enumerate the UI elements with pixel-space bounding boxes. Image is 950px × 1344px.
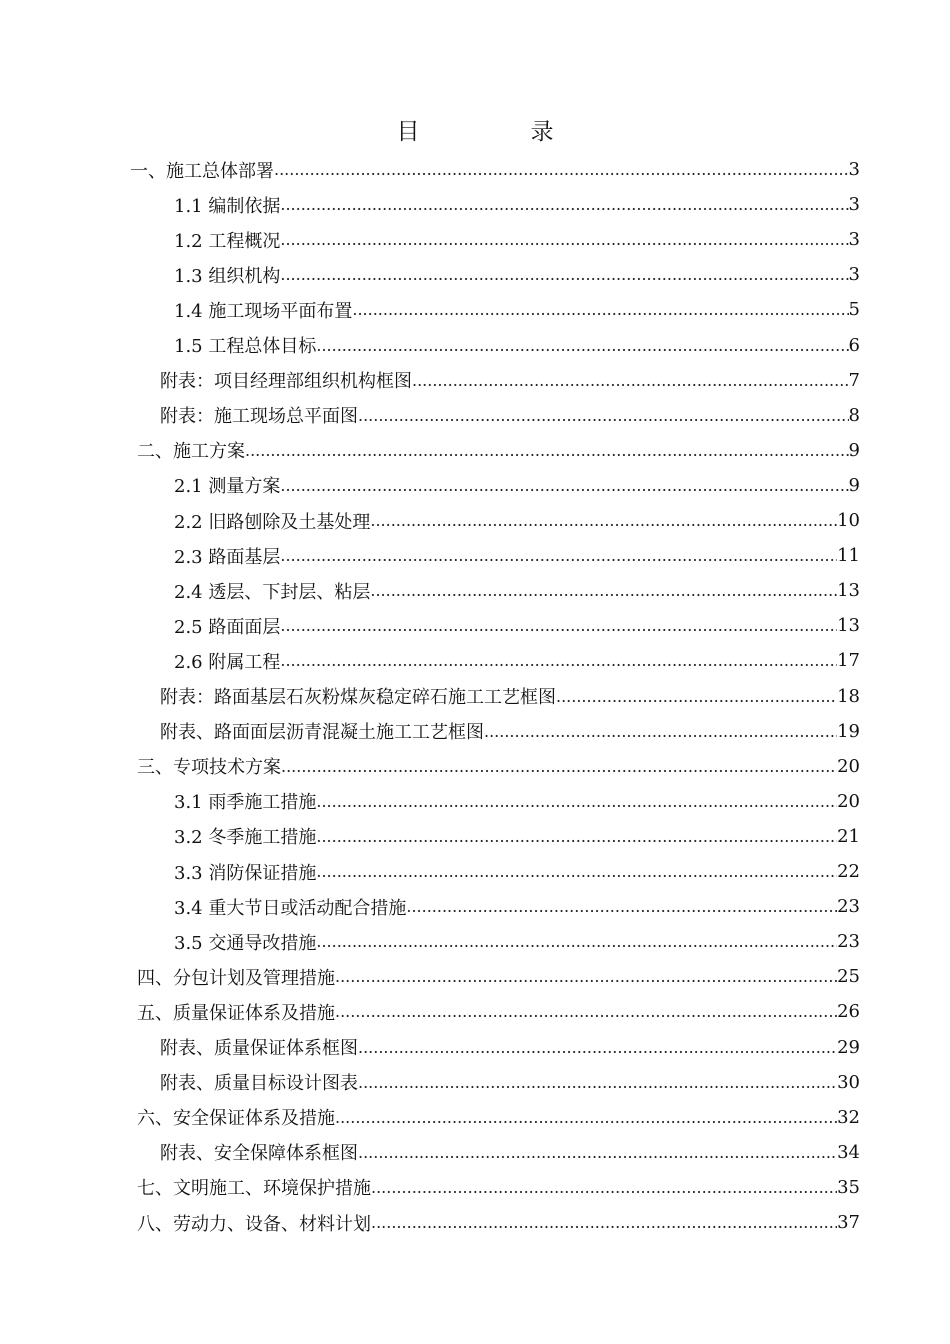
toc-entry-label: 2.2 旧路刨除及土基处理: [174, 511, 371, 533]
toc-dot-leader: [371, 1170, 837, 1205]
toc-entry-label: 2.6 附属工程: [174, 651, 281, 673]
toc-entry[interactable]: [174, 889, 860, 924]
toc-dot-leader: [280, 187, 848, 222]
toc-dot-leader: [335, 1100, 837, 1135]
toc-entry[interactable]: [174, 222, 860, 257]
toc-dot-leader: [280, 538, 837, 573]
toc-dot-leader: [280, 257, 848, 292]
toc-entry[interactable]: [160, 363, 860, 398]
toc-entry-page-number: 11: [837, 545, 860, 567]
toc-dot-leader: [358, 1065, 837, 1100]
toc-entry[interactable]: [174, 854, 860, 889]
toc-entry[interactable]: [174, 328, 860, 363]
toc-entry-label: 2.4 透层、下封层、粘层: [174, 581, 371, 603]
toc-entry-page-number: 8: [848, 404, 860, 426]
toc-entry-page-number: 22: [837, 861, 860, 882]
toc-entry-label: 1.5 工程总体目标: [174, 336, 317, 357]
toc-entry-page-number: 3: [848, 194, 860, 216]
toc-entry[interactable]: [174, 187, 860, 222]
toc-entry[interactable]: [174, 573, 860, 608]
toc-entry-label: 附表、质量目标设计图表: [160, 1073, 358, 1095]
toc-entry-label: 2.1 测量方案: [174, 476, 281, 498]
toc-dot-leader: [316, 819, 837, 854]
toc-entry-page-number: 23: [837, 931, 860, 953]
toc-entry-page-number: 13: [837, 615, 860, 637]
toc-entry[interactable]: [160, 398, 860, 433]
toc-entry[interactable]: [174, 924, 860, 959]
toc-entry-page-number: 26: [837, 1001, 860, 1023]
toc-entry-label: 附表、质量保证体系框图: [160, 1038, 358, 1059]
toc-entry[interactable]: [137, 1100, 860, 1135]
toc-dot-leader: [274, 152, 849, 187]
toc-dot-leader: [281, 749, 837, 784]
toc-entry-page-number: 5: [848, 299, 860, 321]
toc-entry-page-number: 29: [837, 1036, 860, 1058]
toc-dot-leader: [280, 222, 848, 257]
toc-dot-leader: [245, 433, 849, 468]
toc-entry-page-number: 35: [837, 1176, 860, 1198]
toc-dot-leader: [358, 1030, 837, 1065]
toc-entry-label: 附表、路面面层沥青混凝土施工工艺框图: [160, 722, 484, 744]
toc-entry[interactable]: [137, 1170, 860, 1205]
toc-entry-page-number: 17: [837, 650, 860, 672]
toc-entry-page-number: 3: [848, 264, 860, 286]
toc-entry-label: 四、分包计划及管理措施: [137, 967, 335, 989]
toc-entry[interactable]: [174, 257, 860, 292]
toc-dot-leader: [316, 328, 848, 363]
toc-entry[interactable]: [174, 538, 860, 573]
toc-dot-leader: [352, 292, 848, 327]
toc-entry-page-number: 7: [848, 369, 860, 391]
toc-dot-leader: [370, 573, 837, 608]
toc-entry[interactable]: [137, 1205, 860, 1240]
toc-entry[interactable]: [174, 503, 860, 538]
toc-entry-page-number: 18: [837, 685, 860, 707]
toc-dot-leader: [280, 643, 837, 678]
toc-entry-label: 八、劳动力、设备、材料计划: [137, 1213, 371, 1235]
toc-entry-label: 二、施工方案: [137, 441, 245, 463]
toc-entry[interactable]: [174, 292, 860, 327]
toc-entry-page-number: 6: [848, 334, 860, 356]
toc-title: 目 录: [396, 119, 598, 145]
toc-entry[interactable]: [174, 643, 860, 678]
toc-entry-label: 三、专项技术方案: [137, 757, 281, 779]
toc-entry-page-number: 32: [837, 1106, 860, 1128]
toc-entry[interactable]: [160, 679, 860, 714]
toc-entry[interactable]: [160, 1030, 860, 1065]
toc-entry-page-number: 19: [837, 720, 860, 742]
toc-entry-label: 1.3 组织机构: [174, 265, 281, 287]
toc-dot-leader: [335, 959, 837, 994]
toc-dot-leader: [556, 679, 837, 714]
toc-entry-label: 附表：施工现场总平面图: [160, 406, 358, 428]
toc-entry-page-number: 21: [837, 825, 860, 847]
toc-dot-leader: [370, 503, 837, 538]
toc-entry[interactable]: [174, 784, 860, 819]
toc-entry[interactable]: [137, 959, 860, 994]
toc-entry-label: 附表：项目经理部组织机构框图: [160, 371, 412, 393]
toc-entry[interactable]: [160, 1065, 860, 1100]
toc-entry-label: 2.3 路面基层: [174, 546, 281, 568]
toc-entry-page-number: 37: [837, 1212, 860, 1233]
toc-entry-page-number: 25: [837, 966, 860, 988]
toc-entry-label: 六、安全保证体系及措施: [137, 1108, 335, 1130]
toc-entry[interactable]: [160, 1135, 860, 1170]
toc-entry[interactable]: [160, 714, 860, 749]
toc-entry-page-number: 9: [848, 474, 860, 496]
toc-entry-page-number: 13: [837, 580, 860, 602]
toc-entry[interactable]: [174, 819, 860, 854]
toc-dot-leader: [412, 363, 849, 398]
toc-dot-leader: [371, 1205, 837, 1240]
toc-entry[interactable]: [137, 433, 860, 468]
toc-entry-label: 1.2 工程概况: [174, 230, 281, 252]
toc-dot-leader: [358, 398, 849, 433]
toc-dot-leader: [484, 714, 837, 749]
toc-entry-page-number: 34: [837, 1141, 860, 1163]
toc-entry-page-number: 20: [837, 790, 860, 812]
toc-entry-label: 1.4 施工现场平面布置: [174, 300, 353, 322]
toc-entry[interactable]: [130, 152, 860, 187]
toc-dot-leader: [280, 468, 848, 503]
toc-entry-label: 附表：路面基层石灰粉煤灰稳定碎石施工工艺框图: [160, 687, 556, 708]
toc-entry-page-number: 20: [837, 755, 860, 777]
toc-entry-label: 3.5 交通导改措施: [174, 932, 317, 954]
toc-dot-leader: [358, 1135, 837, 1170]
toc-dot-leader: [316, 924, 837, 959]
toc-dot-leader: [316, 784, 837, 819]
toc-entry-page-number: 23: [837, 896, 860, 918]
toc-entry[interactable]: [137, 749, 860, 784]
toc-entry-label: 3.4 重大节日或活动配合措施: [174, 897, 407, 919]
toc-entry-label: 3.3 消防保证措施: [174, 862, 317, 884]
toc-entry-label: 一、施工总体部署: [130, 160, 274, 182]
toc-entry[interactable]: [174, 608, 860, 643]
toc-entry-label: 七、文明施工、环境保护措施: [137, 1178, 371, 1200]
toc-entry-label: 1.1 编制依据: [174, 195, 281, 217]
toc-entry-page-number: 3: [848, 159, 860, 180]
toc-dot-leader: [280, 608, 837, 643]
toc-entry[interactable]: [137, 994, 860, 1029]
toc-entry-page-number: 9: [848, 439, 860, 461]
toc-entry-page-number: 10: [837, 510, 860, 531]
toc-entry[interactable]: [174, 468, 860, 503]
toc-entry-label: 2.5 路面面层: [174, 616, 281, 638]
toc-dot-leader: [316, 854, 837, 889]
toc-entry-label: 附表、安全保障体系框图: [160, 1143, 358, 1165]
toc-entry-label: 3.2 冬季施工措施: [174, 827, 317, 849]
toc-dot-leader: [335, 994, 837, 1029]
toc-dot-leader: [406, 889, 837, 924]
toc-entry-label: 五、质量保证体系及措施: [137, 1002, 335, 1024]
toc-entry-page-number: 30: [837, 1071, 860, 1093]
toc-entry-page-number: 3: [848, 229, 860, 251]
toc-entry-label: 3.1 雨季施工措施: [174, 792, 317, 814]
